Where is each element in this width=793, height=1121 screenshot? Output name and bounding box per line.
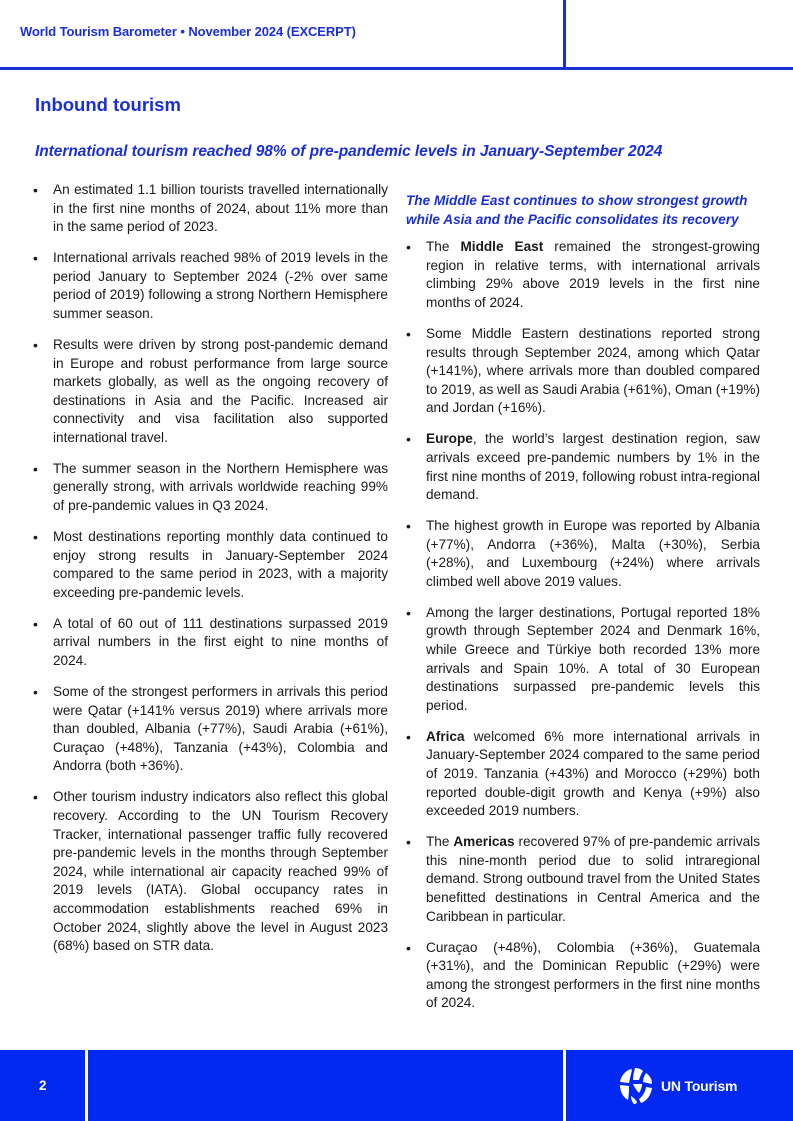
un-tourism-globe-icon bbox=[617, 1066, 655, 1106]
bullet-item: • Europe, the world’s largest destination region, saw arrivals exceed pre-pandemic numbers by 1% in the first nine months of 2019, following robust intra-regional demand. bbox=[406, 430, 760, 504]
bullet-item: • The summer season in the Northern Hemisphere was generally strong, with arrivals worldwide reaching 99% of pre-pandemic values in Q3 2024. bbox=[33, 460, 388, 516]
right-column bbox=[406, 192, 760, 1025]
page-header bbox=[0, 0, 793, 70]
right-bullet-list bbox=[406, 238, 760, 1013]
region-name: Africa bbox=[426, 728, 465, 744]
logo-text: UN Tourism bbox=[661, 1078, 738, 1094]
bullet-item: • Some of the strongest performers in arrivals this period were Qatar (+141% versus 2019) where arrivals more than doubled, Albania (+77%), Saudi Arabia (+61%), Curaçao (+48%), Tanzania (+43%), Colombia and Andorra (both +36%). bbox=[33, 683, 388, 776]
bullet-item: • Curaçao (+48%), Colombia (+36%), Guatemala (+31%), and the Dominican Republic (+29%) were among the strongest performers in the first nine months of 2024. bbox=[406, 939, 760, 1013]
left-bullet-list bbox=[33, 181, 388, 956]
region-name: Europe bbox=[426, 431, 473, 447]
un-tourism-logo bbox=[617, 1066, 737, 1106]
footer-divider bbox=[563, 1050, 566, 1121]
bullet-item: • The Americas recovered 97% of pre-pandemic arrivals this nine-month period due to solid intraregional demand. Strong outbound travel from the United States benefitted destinations in Central America and the Caribbean in particular. bbox=[406, 833, 760, 926]
region-name: Americas bbox=[453, 834, 515, 850]
bullet-item: • Some Middle Eastern destinations reported strong results through September 2024, among which Qatar (+141%), where arrivals more than doubled compared to 2019, as well as Saudi Arabia (+61%), Oman (+19%) and Jordan (+16%). bbox=[406, 325, 760, 418]
section-title: Inbound tourism bbox=[35, 94, 181, 115]
left-column bbox=[33, 181, 388, 968]
page-number: 2 bbox=[39, 1078, 47, 1093]
footer-divider bbox=[85, 1050, 88, 1121]
bullet-item: • An estimated 1.1 billion tourists travelled internationally in the first nine months of 2024, about 11% more than in the same period of 2023. bbox=[33, 181, 388, 237]
bullet-item: • Results were driven by strong post-pandemic demand in Europe and robust performance from large source markets globally, as well as the ongoing recovery of destinations in Asia and the Pacific. Increased air connectivity and visa facilitation also supported international travel. bbox=[33, 336, 388, 448]
page-footer bbox=[0, 1050, 793, 1121]
bullet-item: • International arrivals reached 98% of 2019 levels in the period January to September 2024 (-2% over same period of 2019) following a strong Northern Hemisphere summer season. bbox=[33, 249, 388, 323]
bullet-item: • The highest growth in Europe was reported by Albania (+77%), Andorra (+36%), Malta (+30%), Serbia (+28%), and Luxembourg (+24%) where arrivals climbed well above 2019 values. bbox=[406, 517, 760, 591]
bullet-item: • Other tourism industry indicators also reflect this global recovery. According to the UN Tourism Recovery Tracker, international passenger traffic fully recovered pre-pandemic levels in the months through September 2024, while international air capacity reached 99% of 2019 levels (IATA). Global occupancy rates in accommodation establishments reached 69% in October 2024, slightly above the level in August 2023 (68%) based on STR data. bbox=[33, 788, 388, 955]
document-title: World Tourism Barometer • November 2024 (EXCERPT) bbox=[20, 24, 356, 39]
bullet-item: • Most destinations reporting monthly data continued to enjoy strong results in January-September 2024 compared to the same period in 2023, with a majority exceeding pre-pandemic levels. bbox=[33, 528, 388, 602]
header-vertical-divider bbox=[563, 0, 566, 69]
header-horizontal-divider bbox=[0, 67, 793, 70]
region-name: Middle East bbox=[460, 239, 544, 255]
bullet-item: • A total of 60 out of 111 destinations surpassed 2019 arrival numbers in the first eight to nine months of 2024. bbox=[33, 615, 388, 671]
section-subtitle: International tourism reached 98% of pre-pandemic levels in January-September 2024 bbox=[35, 143, 663, 160]
bullet-item: • Africa welcomed 6% more international arrivals in January-September 2024 compared to the same period of 2019. Tanzania (+43%) and Morocco (+29%) both reported double-digit growth and Kenya (+9%) also exceeded 2019 numbers. bbox=[406, 728, 760, 821]
column-heading: The Middle East continues to show strongest growth while Asia and the Pacific consolidates its recovery bbox=[406, 193, 748, 227]
bullet-item: • The Middle East remained the strongest-growing region in relative terms, with international arrivals climbing 29% above 2019 levels in the first nine months of 2024. bbox=[406, 238, 760, 312]
bullet-item: • Among the larger destinations, Portugal reported 18% growth through September 2024 and Denmark 16%, while Greece and Türkiye both recorded 13% more arrivals and Spain 10%. A total of 30 European destinations surpassed pre-pandemic levels this period. bbox=[406, 604, 760, 716]
